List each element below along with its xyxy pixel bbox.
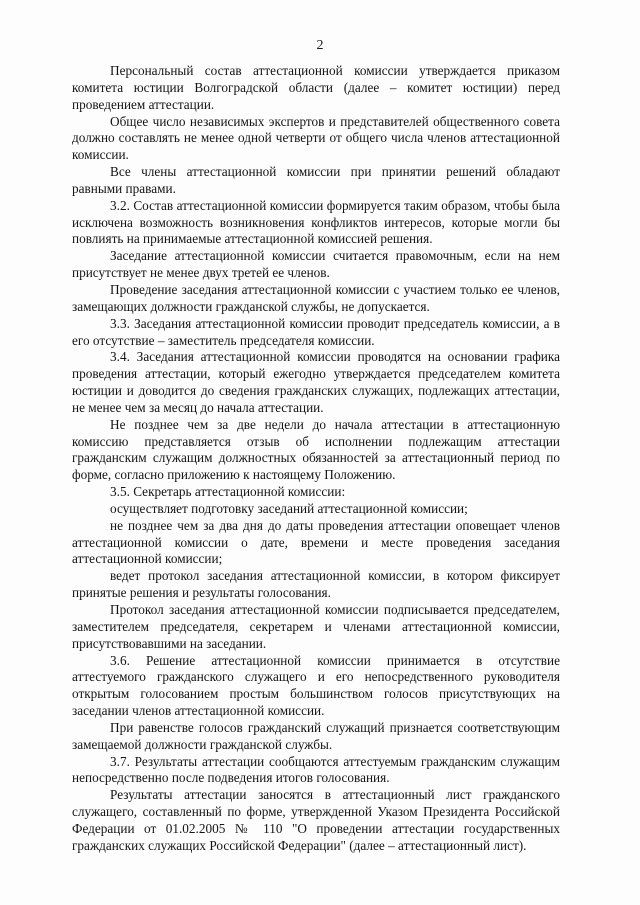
- paragraph-3-4: 3.4. Заседания аттестационной комиссии проводятся на основании графика проведения аттестации, который ежегодно утверждается председателем комитета юстиции и доводится до сведения гражданских служащих, подлежащих аттестации, не менее чем за месяц до начала аттестации.: [72, 349, 560, 415]
- paragraph-3-5: 3.5. Секретарь аттестационной комиссии:: [110, 484, 346, 500]
- page-number: 2: [316, 38, 324, 53]
- paragraph-secretary-notifies: не позднее чем за два дня до даты проведения аттестации оповещает членов аттестационной комиссии о дате, времени и месте проведения заседания аттестационной комиссии;: [72, 517, 560, 567]
- paragraph-3-2: 3.2. Состав аттестационной комиссии формируется таким образом, чтобы была исключена возможность возникновения конфликтов интересов, которые могли бы повлиять на принимаемые аттестационной комиссией решения.: [72, 197, 560, 247]
- paragraph-attestation-sheet: Результаты аттестации заносятся в аттестационный лист гражданского служащего, составленный по форме, утвержденной Указом Президента Российской Федерации от 01.02.2005 № 110 "О проведении аттестации государственных гражданских служащих Российской Федерации" (далее – аттестационный лист).: [72, 787, 560, 853]
- paragraph-protocol-signing: Протокол заседания аттестационной комиссии подписывается председателем, заместителем председателя, секретарем и членами аттестационной комиссии, присутствовавшими на заседании.: [72, 602, 560, 651]
- paragraph-independent-experts: Общее число независимых экспертов и представителей общественного совета должно составлять не менее одной четверти от общего числа членов аттестационной комиссии.: [72, 113, 560, 163]
- paragraph-3-6: 3.6. Решение аттестационной комиссии принимается в отсутствие аттестуемого гражданского служащего и его непосредственного руководителя открытым голосованием простым большинством голосов присутствующих на заседании членов аттестационной комиссии.: [72, 652, 560, 719]
- document-body: [72, 63, 560, 855]
- paragraph-3-7: 3.7. Результаты аттестации сообщаются аттестуемым гражданским служащим непосредственно после подведения итогов голосования.: [72, 753, 560, 786]
- paragraph-commission-composition: Персональный состав аттестационной комиссии утверждается приказом комитета юстиции Волгоградской области (далее – комитет юстиции) перед проведением аттестации.: [72, 63, 560, 112]
- paragraph-equal-rights: Все члены аттестационной комиссии при принятии решений обладают равными правами.: [72, 164, 560, 196]
- paragraph-3-3: 3.3. Заседания аттестационной комиссии проводит председатель комиссии, а в его отсутствие – заместитель председателя комиссии.: [72, 315, 560, 348]
- paragraph-review-submission: Не позднее чем за две недели до начала аттестации в аттестационную комиссию представляется отзыв об исполнении подлежащим аттестации гражданским служащим должностных обязанностей за аттестационный период по форме, согласно приложению к настоящему Положению.: [72, 416, 560, 483]
- paragraph-equal-votes: При равенстве голосов гражданский служащий признается соответствующим замещаемой должности гражданской службы.: [72, 719, 560, 752]
- paragraph-secretary-protocol: ведет протокол заседания аттестационной комиссии, в котором фиксирует принятые решения и результаты голосования.: [72, 568, 560, 601]
- paragraph-secretary-prepares: осуществляет подготовку заседаний аттестационной комиссии;: [110, 500, 468, 516]
- paragraph-members-only: Проведение заседания аттестационной комиссии с участием только ее членов, замещающих должности гражданской службы, не допускается.: [72, 281, 560, 314]
- paragraph-quorum: Заседание аттестационной комиссии считается правомочным, если на нем присутствует не менее двух третей ее членов.: [72, 248, 560, 281]
